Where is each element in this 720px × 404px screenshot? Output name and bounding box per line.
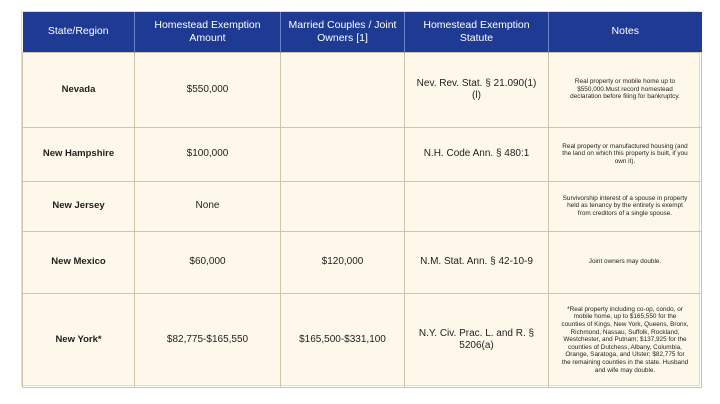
table-row [23, 127, 702, 181]
cell-state: New Jersey [23, 181, 135, 231]
cell-statute: Nev. Rev. Stat. § 21.090(1)(l) [405, 52, 549, 127]
cell-notes: Real property or mobile home up to $550,000.Must record homestead declaration before filing for bankruptcy. [549, 52, 702, 127]
cell-statute: N.Y. Civ. Prac. L. and R. § 5206(a) [405, 293, 549, 387]
cell-married [281, 181, 405, 231]
cell-amount: $100,000 [135, 127, 281, 181]
cell-state: New Hampshire [23, 127, 135, 181]
cell-married: $120,000 [281, 231, 405, 293]
cell-statute: N.H. Code Ann. § 480:1 [405, 127, 549, 181]
cell-notes: Real property or manufactured housing (and the land on which this property is built, if you own it). [549, 127, 702, 181]
header-married: Married Couples / Joint Owners [1] [281, 12, 405, 52]
cell-amount: None [135, 181, 281, 231]
cell-state: New Mexico [23, 231, 135, 293]
table-header-row [23, 12, 702, 52]
header-notes: Notes [549, 12, 702, 52]
cell-married [281, 52, 405, 127]
homestead-exemption-table [22, 12, 702, 388]
cell-amount: $60,000 [135, 231, 281, 293]
cell-state: New York* [23, 293, 135, 387]
table-row [23, 52, 702, 127]
table-row [23, 181, 702, 231]
cell-amount: $550,000 [135, 52, 281, 127]
cell-notes: Survivorship interest of a spouse in property held as tenancy by the entirety is exempt from creditors of a single spouse. [549, 181, 702, 231]
cell-state: Nevada [23, 52, 135, 127]
cell-statute: N.M. Stat. Ann. § 42-10-9 [405, 231, 549, 293]
table-row [23, 231, 702, 293]
table-row [23, 293, 702, 387]
header-state: State/Region [23, 12, 135, 52]
cell-statute [405, 181, 549, 231]
cell-notes: Joint owners may double. [549, 231, 702, 293]
cell-married: $165,500-$331,100 [281, 293, 405, 387]
cell-notes: *Real property including co-op, condo, or mobile home, up to $165,550 for the counties of Kings, New York, Queens, Bronx, Richmond, Nassau, Suffolk, Rockland, Westchester, and Putnam; $137,925 for the counties of Dutchess, Albany, Columbia, Orange, Saratoga, and Ulster; $82,775 for the remaining counties in the state. Husband and wife may double. [549, 293, 702, 387]
header-amount: Homestead Exemption Amount [135, 12, 281, 52]
header-statute: Homestead Exemption Statute [405, 12, 549, 52]
exemption-table-frame [21, 11, 700, 386]
cell-married [281, 127, 405, 181]
cell-amount: $82,775-$165,550 [135, 293, 281, 387]
